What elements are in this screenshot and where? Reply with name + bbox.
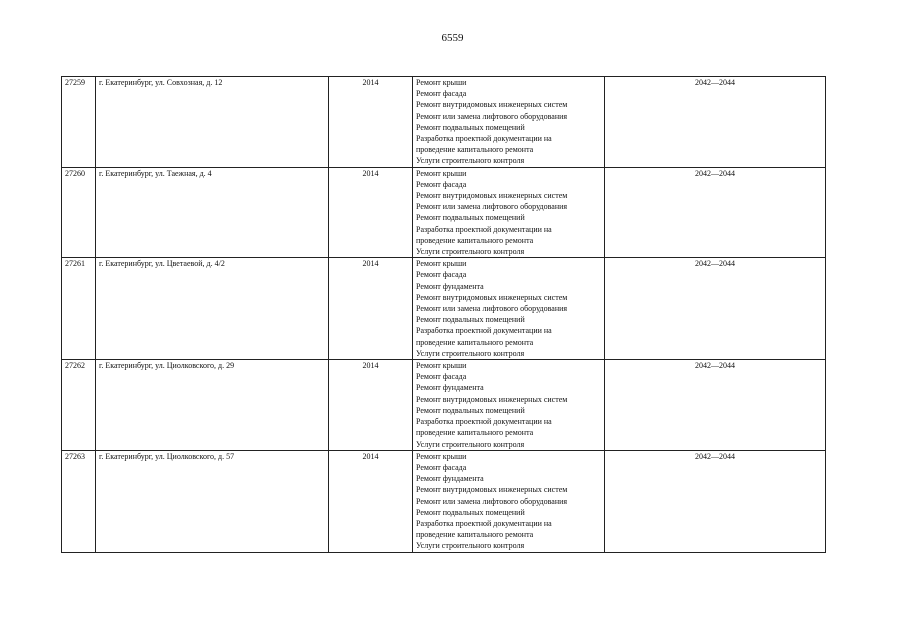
repair-schedule-table [61, 76, 826, 553]
work-item: Ремонт фасада [416, 89, 467, 99]
table-row [62, 450, 826, 552]
work-item: Ремонт крыши [416, 451, 467, 461]
table-row [62, 167, 826, 258]
work-item: проведение капитального ремонта [416, 337, 534, 347]
table-row [62, 258, 826, 360]
table-row [62, 77, 826, 168]
work-item: проведение капитального ремонта [416, 145, 534, 155]
year-cell: 2014 [329, 258, 413, 360]
work-item: Ремонт крыши [416, 168, 467, 178]
address-cell: г. Екатеринбург, ул. Цветаевой, д. 4/2 [96, 258, 329, 360]
work-item: Ремонт подвальных помещений [416, 405, 525, 415]
works-cell [413, 360, 605, 451]
work-item: Ремонт фундамента [416, 474, 484, 484]
work-item: Ремонт крыши [416, 259, 467, 269]
page-number: 6559 [441, 32, 464, 44]
work-item: Ремонт или замена лифтового оборудования [416, 111, 568, 121]
work-item: Ремонт фасада [416, 270, 467, 280]
period-cell: 2042—2044 [605, 258, 826, 360]
row-number-cell: 27259 [62, 77, 96, 168]
work-item: Ремонт фасада [416, 462, 467, 472]
work-item: Ремонт или замена лифтового оборудования [416, 304, 568, 314]
table-body [62, 77, 826, 553]
row-number-cell: 27263 [62, 450, 96, 552]
work-item: Ремонт фасада [416, 372, 467, 382]
work-item: Услуги строительного контроля [416, 247, 525, 257]
work-item: Услуги строительного контроля [416, 156, 525, 166]
row-number-cell: 27260 [62, 167, 96, 258]
work-item: Ремонт или замена лифтового оборудования [416, 496, 568, 506]
work-item: Ремонт фундамента [416, 383, 484, 393]
work-item: Ремонт фасада [416, 179, 467, 189]
address-cell: г. Екатеринбург, ул. Циолковского, д. 29 [96, 360, 329, 451]
work-item: Ремонт фундамента [416, 281, 484, 291]
work-item: Ремонт внутридомовых инженерных систем [416, 100, 568, 110]
work-item: Разработка проектной документации на [416, 417, 552, 427]
work-item: Ремонт подвальных помещений [416, 315, 525, 325]
row-number-cell: 27262 [62, 360, 96, 451]
address-cell: г. Екатеринбург, ул. Таежная, д. 4 [96, 167, 329, 258]
work-item: проведение капитального ремонта [416, 428, 534, 438]
works-cell [413, 450, 605, 552]
works-cell [413, 258, 605, 360]
period-cell: 2042—2044 [605, 360, 826, 451]
address-cell: г. Екатеринбург, ул. Циолковского, д. 57 [96, 450, 329, 552]
row-number-cell: 27261 [62, 258, 96, 360]
work-item: Ремонт подвальных помещений [416, 122, 525, 132]
period-cell: 2042—2044 [605, 77, 826, 168]
work-item: Разработка проектной документации на [416, 326, 552, 336]
work-item: проведение капитального ремонта [416, 235, 534, 245]
work-item: Разработка проектной документации на [416, 134, 552, 144]
work-item: Ремонт крыши [416, 361, 467, 371]
work-item: Ремонт подвальных помещений [416, 507, 525, 517]
works-cell [413, 77, 605, 168]
work-item: Ремонт внутридомовых инженерных систем [416, 191, 568, 201]
works-cell [413, 167, 605, 258]
period-cell: 2042—2044 [605, 450, 826, 552]
year-cell: 2014 [329, 360, 413, 451]
work-item: Услуги строительного контроля [416, 541, 525, 551]
address-cell: г. Екатеринбург, ул. Совхозная, д. 12 [96, 77, 329, 168]
year-cell: 2014 [329, 450, 413, 552]
work-item: Ремонт внутридомовых инженерных систем [416, 394, 568, 404]
year-cell: 2014 [329, 167, 413, 258]
work-item: Ремонт подвальных помещений [416, 213, 525, 223]
work-item: проведение капитального ремонта [416, 530, 534, 540]
year-cell: 2014 [329, 77, 413, 168]
work-item: Ремонт внутридомовых инженерных систем [416, 485, 568, 495]
work-item: Разработка проектной документации на [416, 518, 552, 528]
period-cell: 2042—2044 [605, 167, 826, 258]
work-item: Ремонт крыши [416, 78, 467, 87]
table-row [62, 360, 826, 451]
work-item: Ремонт или замена лифтового оборудования [416, 202, 568, 212]
work-item: Ремонт внутридомовых инженерных систем [416, 292, 568, 302]
work-item: Разработка проектной документации на [416, 224, 552, 234]
work-item: Услуги строительного контроля [416, 348, 525, 358]
work-item: Услуги строительного контроля [416, 439, 525, 449]
